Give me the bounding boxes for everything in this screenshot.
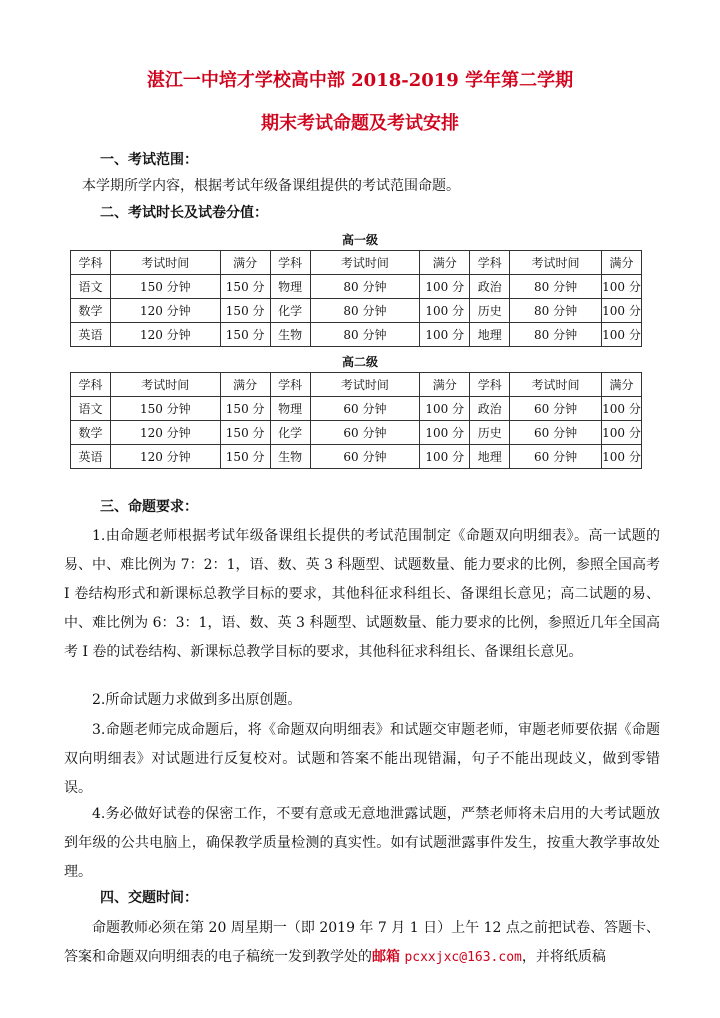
table-cell: 60 分钟: [510, 445, 602, 469]
table-header-cell: 学科: [470, 373, 510, 397]
table-cell: 150 分: [220, 323, 270, 347]
table-cell: 120 分钟: [110, 445, 220, 469]
table-cell: 80 分钟: [510, 299, 602, 323]
table-header-cell: 满分: [420, 373, 470, 397]
table-row: [71, 275, 642, 299]
table-cell: 60 分钟: [510, 421, 602, 445]
email-label: 邮箱: [372, 949, 400, 965]
table-cell: 80 分钟: [510, 275, 602, 299]
table-header-cell: 考试时间: [110, 373, 220, 397]
table-cell: 语文: [71, 275, 111, 299]
table-cell: 100 分: [601, 421, 641, 445]
table-cell: 60 分钟: [310, 445, 420, 469]
email-address-link[interactable]: pcxxjxc@163.com: [404, 950, 522, 965]
table-header-cell: 学科: [270, 373, 310, 397]
table-cell: 150 分: [220, 275, 270, 299]
table-cell: 120 分钟: [110, 323, 220, 347]
table-header-cell: 考试时间: [110, 251, 220, 275]
requirement-item-2: 2.所命试题力求做到多出原创题。: [92, 692, 302, 708]
table-cell: 100 分: [601, 445, 641, 469]
table-cell: 150 分: [220, 445, 270, 469]
requirement-item-3: 3.命题老师完成命题后，将《命题双向明细表》和试题交审题老师，审题老师要依据《命题双向明细表》对试题进行反复校对。试题和答案不能出现错漏，句子不能出现歧义，做到零错误。: [64, 722, 660, 796]
table-cell: 150 分钟: [110, 397, 220, 421]
section1-heading: 一、考试范围：: [100, 152, 198, 168]
table-cell: 150 分钟: [110, 275, 220, 299]
table-cell: 80 分钟: [310, 323, 420, 347]
table-row: [71, 323, 642, 347]
table-header-row: [71, 373, 642, 397]
table-header-cell: 满分: [601, 251, 641, 275]
table-cell: 150 分: [220, 299, 270, 323]
table-cell: 生物: [270, 323, 310, 347]
grade2-table-caption: 高二级: [341, 355, 378, 369]
table-cell: 60 分钟: [310, 397, 420, 421]
table-header-cell: 学科: [71, 373, 111, 397]
table-cell: 100 分: [601, 299, 641, 323]
table-cell: 化学: [270, 421, 310, 445]
requirement-item-1: 1.由命题老师根据考试年级备课组长提供的考试范围制定《命题双向明细表》。高一试题的易、中、难比例为 7：2：1，语、数、英 3 科题型、试题数量、能力要求的比例，参照全国高考 I 卷结构形式和新课标总教学目标的要求，其他科征求科组长、备课组长意见；高二试题的易、中、难比例为 6：3：1，语、数、英 3 科题型、试题数量、能力要求的比例，参照近几年全国高考 I 卷的试卷结构、新课标总教学目标的要求，其他科征求科组长、备课组长意见。: [64, 528, 660, 660]
grade1-table: [70, 250, 642, 347]
table-header-cell: 学科: [270, 251, 310, 275]
table-cell: 英语: [71, 445, 111, 469]
table-cell: 语文: [71, 397, 111, 421]
table-cell: 100 分: [420, 421, 470, 445]
grade1-table-caption: 高一级: [341, 233, 378, 247]
table-cell: 历史: [470, 299, 510, 323]
table-cell: 100 分: [420, 445, 470, 469]
table-row: [71, 397, 642, 421]
table-cell: 120 分钟: [110, 299, 220, 323]
table-cell: 历史: [470, 421, 510, 445]
table-cell: 地理: [470, 323, 510, 347]
document-title-line2: 期末考试命题及考试安排: [261, 113, 459, 134]
table-cell: 100 分: [420, 299, 470, 323]
table-row: [71, 299, 642, 323]
table-cell: 地理: [470, 445, 510, 469]
submission-paragraph: [64, 914, 660, 972]
table-header-cell: 考试时间: [310, 251, 420, 275]
table-header-cell: 满分: [601, 373, 641, 397]
table-row: [71, 445, 642, 469]
table-header-cell: 考试时间: [510, 373, 602, 397]
table-cell: 化学: [270, 299, 310, 323]
document-title-line1: 湛江一中培才学校高中部 2018-2019 学年第二学期: [146, 70, 574, 91]
table-header-cell: 满分: [220, 251, 270, 275]
submission-text-tail: ，并将纸质稿: [521, 949, 606, 965]
grade2-table: [70, 372, 642, 469]
table-cell: 数学: [71, 299, 111, 323]
table-header-row: [71, 251, 642, 275]
table-row: [71, 421, 642, 445]
section1-text: 本学期所学内容，根据考试年级备课组提供的考试范围命题。: [82, 178, 460, 194]
section2-heading: 二、考试时长及试卷分值：: [100, 205, 268, 221]
table-header-cell: 学科: [470, 251, 510, 275]
table-cell: 英语: [71, 323, 111, 347]
table-header-cell: 考试时间: [510, 251, 602, 275]
submission-text: 命题教师必须在第 20 周星期一（即 2019 年 7 月 1 日）上午 12 点之前把试卷、答题卡、答案和命题双向明细表的电子稿统一发到教学处的: [64, 920, 660, 965]
table-cell: 150 分: [220, 397, 270, 421]
table-cell: 80 分钟: [310, 299, 420, 323]
table-cell: 60 分钟: [310, 421, 420, 445]
table-cell: 生物: [270, 445, 310, 469]
table-header-cell: 考试时间: [310, 373, 420, 397]
table-cell: 100 分: [420, 323, 470, 347]
table-cell: 120 分钟: [110, 421, 220, 445]
table-cell: 80 分钟: [310, 275, 420, 299]
table-cell: 150 分: [220, 421, 270, 445]
table-cell: 100 分: [601, 275, 641, 299]
table-header-cell: 学科: [71, 251, 111, 275]
table-cell: 100 分: [601, 397, 641, 421]
table-cell: 数学: [71, 421, 111, 445]
table-cell: 政治: [470, 275, 510, 299]
requirement-item-4: 4.务必做好试卷的保密工作，不要有意或无意地泄露试题，严禁老师将未启用的大考试题放到年级的公共电脑上，确保教学质量检测的真实性。如有试题泄露事件发生，按重大教学事故处理。: [64, 806, 660, 880]
table-cell: 物理: [270, 275, 310, 299]
section3-heading: 三、命题要求：: [100, 499, 198, 515]
table-cell: 100 分: [420, 275, 470, 299]
table-cell: 80 分钟: [510, 323, 602, 347]
table-cell: 60 分钟: [510, 397, 602, 421]
table-header-cell: 满分: [220, 373, 270, 397]
table-cell: 100 分: [420, 397, 470, 421]
table-cell: 物理: [270, 397, 310, 421]
table-header-cell: 满分: [420, 251, 470, 275]
section4-heading: 四、交题时间：: [100, 890, 198, 906]
table-cell: 100 分: [601, 323, 641, 347]
table-cell: 政治: [470, 397, 510, 421]
